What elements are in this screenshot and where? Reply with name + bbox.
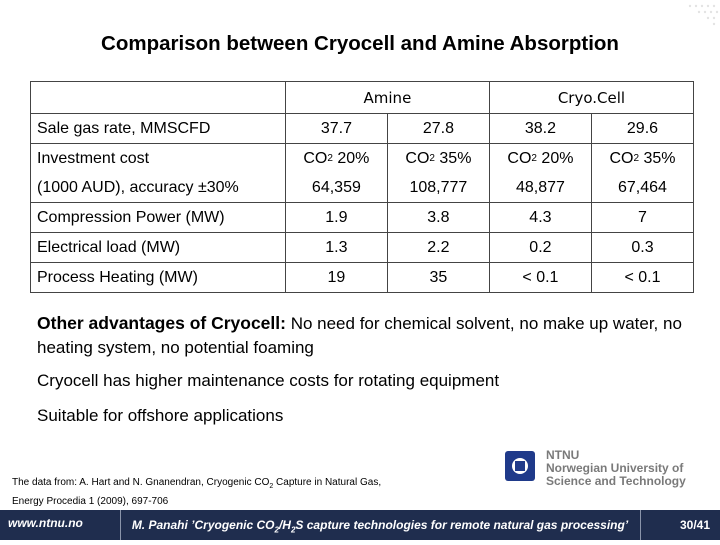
reference-text: Capture in Natural Gas, — [273, 477, 382, 488]
table-cell: 4.3 — [489, 203, 591, 233]
co2-percent: 35% — [639, 149, 676, 167]
table-cell: 37.7 — [285, 114, 387, 144]
ntnu-logo-icon — [505, 451, 535, 481]
row-label-line: (1000 AUD), accuracy ±30% — [37, 179, 239, 196]
footer-citation — [125, 510, 635, 540]
citation-text: S capture technologies for remote natural gas processing’ — [295, 518, 629, 532]
co2-percent: 20% — [332, 149, 370, 167]
row-label: Sale gas rate, MMSCFD — [31, 114, 286, 144]
footer-bar — [0, 510, 720, 540]
co2-text: CO — [303, 149, 328, 167]
table-cell: 1.9 — [285, 203, 387, 233]
maintenance-note: Cryocell has higher maintenance costs for rotating equipment — [37, 371, 500, 390]
table-cell — [489, 144, 591, 203]
table-cell: 27.8 — [387, 114, 489, 144]
logo-line: NTNU — [546, 448, 580, 462]
co2-concentration — [490, 144, 591, 173]
comparison-table — [30, 81, 694, 293]
column-group-amine: Amine — [285, 82, 489, 114]
co2-concentration — [592, 144, 693, 173]
page-number: 30/41 — [679, 518, 710, 532]
co2-text: CO — [609, 149, 634, 167]
citation-subscript: 2 — [274, 525, 279, 535]
table-cell: 38.2 — [489, 114, 591, 144]
table-cell — [285, 144, 387, 203]
table-cell: 29.6 — [591, 114, 693, 144]
co2-concentration — [286, 144, 387, 173]
advantages-heading: Other advantages of Cryocell: — [37, 313, 286, 333]
table-cell: 1.3 — [285, 233, 387, 263]
reference-subscript: 2 — [269, 483, 274, 490]
table-row — [31, 144, 694, 203]
logo-line: Science and Technology — [546, 474, 686, 488]
co2-text: CO — [405, 149, 430, 167]
co2-subscript: 2 — [633, 153, 640, 164]
citation-text: /H — [278, 518, 291, 532]
ntnu-logo-block — [505, 449, 720, 495]
co2-subscript: 2 — [531, 153, 537, 164]
table-cell — [591, 144, 693, 203]
co2-subscript: 2 — [429, 153, 435, 164]
table-row — [31, 114, 694, 144]
reference-text: The data from: A. Hart and N. Gnanendran, Cryogenic CO — [12, 477, 270, 488]
slide-title: Comparison between Cryocell and Amine Absorption — [101, 32, 619, 55]
co2-text: CO — [507, 149, 532, 167]
table-header-row — [31, 82, 694, 114]
row-label: Process Heating (MW) — [31, 263, 286, 293]
footer-url: www.ntnu.no — [8, 516, 83, 530]
reference-note — [12, 475, 472, 509]
offshore-note: Suitable for offshore applications — [37, 406, 284, 425]
citation-text: M. Panahi ’Cryogenic CO — [131, 518, 275, 532]
row-label: Compression Power (MW) — [31, 203, 286, 233]
table-cell: 0.2 — [489, 233, 591, 263]
co2-percent: 35% — [434, 149, 472, 167]
investment-value: 48,877 — [515, 178, 565, 196]
footer-divider — [640, 510, 641, 540]
investment-value: 67,464 — [618, 178, 667, 196]
table-row — [31, 233, 694, 263]
citation-subscript: 2 — [290, 525, 296, 535]
logo-line: Norwegian University of — [546, 461, 684, 475]
co2-subscript: 2 — [327, 153, 333, 164]
row-label — [31, 144, 286, 203]
row-label: Electrical load (MW) — [31, 233, 286, 263]
table-cell: < 0.1 — [591, 263, 693, 293]
table-cell: 3.8 — [387, 203, 489, 233]
table-cell: 7 — [591, 203, 693, 233]
column-group-cryocell: Cryo.Cell — [489, 82, 693, 114]
table-cell: 0.3 — [591, 233, 693, 263]
footer-divider — [120, 510, 121, 540]
investment-value: 64,359 — [311, 178, 361, 196]
investment-value: 108,777 — [409, 178, 468, 196]
table-corner-cell — [31, 82, 286, 114]
table-cell — [387, 144, 489, 203]
row-label-line: Investment cost — [37, 150, 150, 167]
advantages-paragraph — [37, 311, 687, 360]
co2-percent: 20% — [536, 149, 574, 167]
reference-line — [12, 475, 472, 494]
table-cell: 35 — [387, 263, 489, 293]
ntnu-logo-text — [546, 449, 686, 488]
reference-line: Energy Procedia 1 (2009), 697-706 — [12, 496, 169, 507]
table-row — [31, 203, 694, 233]
advantages-text: No need for chemical solvent, no make up water, no heating system, no potential foaming — [37, 314, 682, 357]
table-cell: 2.2 — [387, 233, 489, 263]
table-cell: < 0.1 — [489, 263, 591, 293]
co2-concentration — [388, 144, 489, 173]
table-cell: 19 — [285, 263, 387, 293]
table-row — [31, 263, 694, 293]
